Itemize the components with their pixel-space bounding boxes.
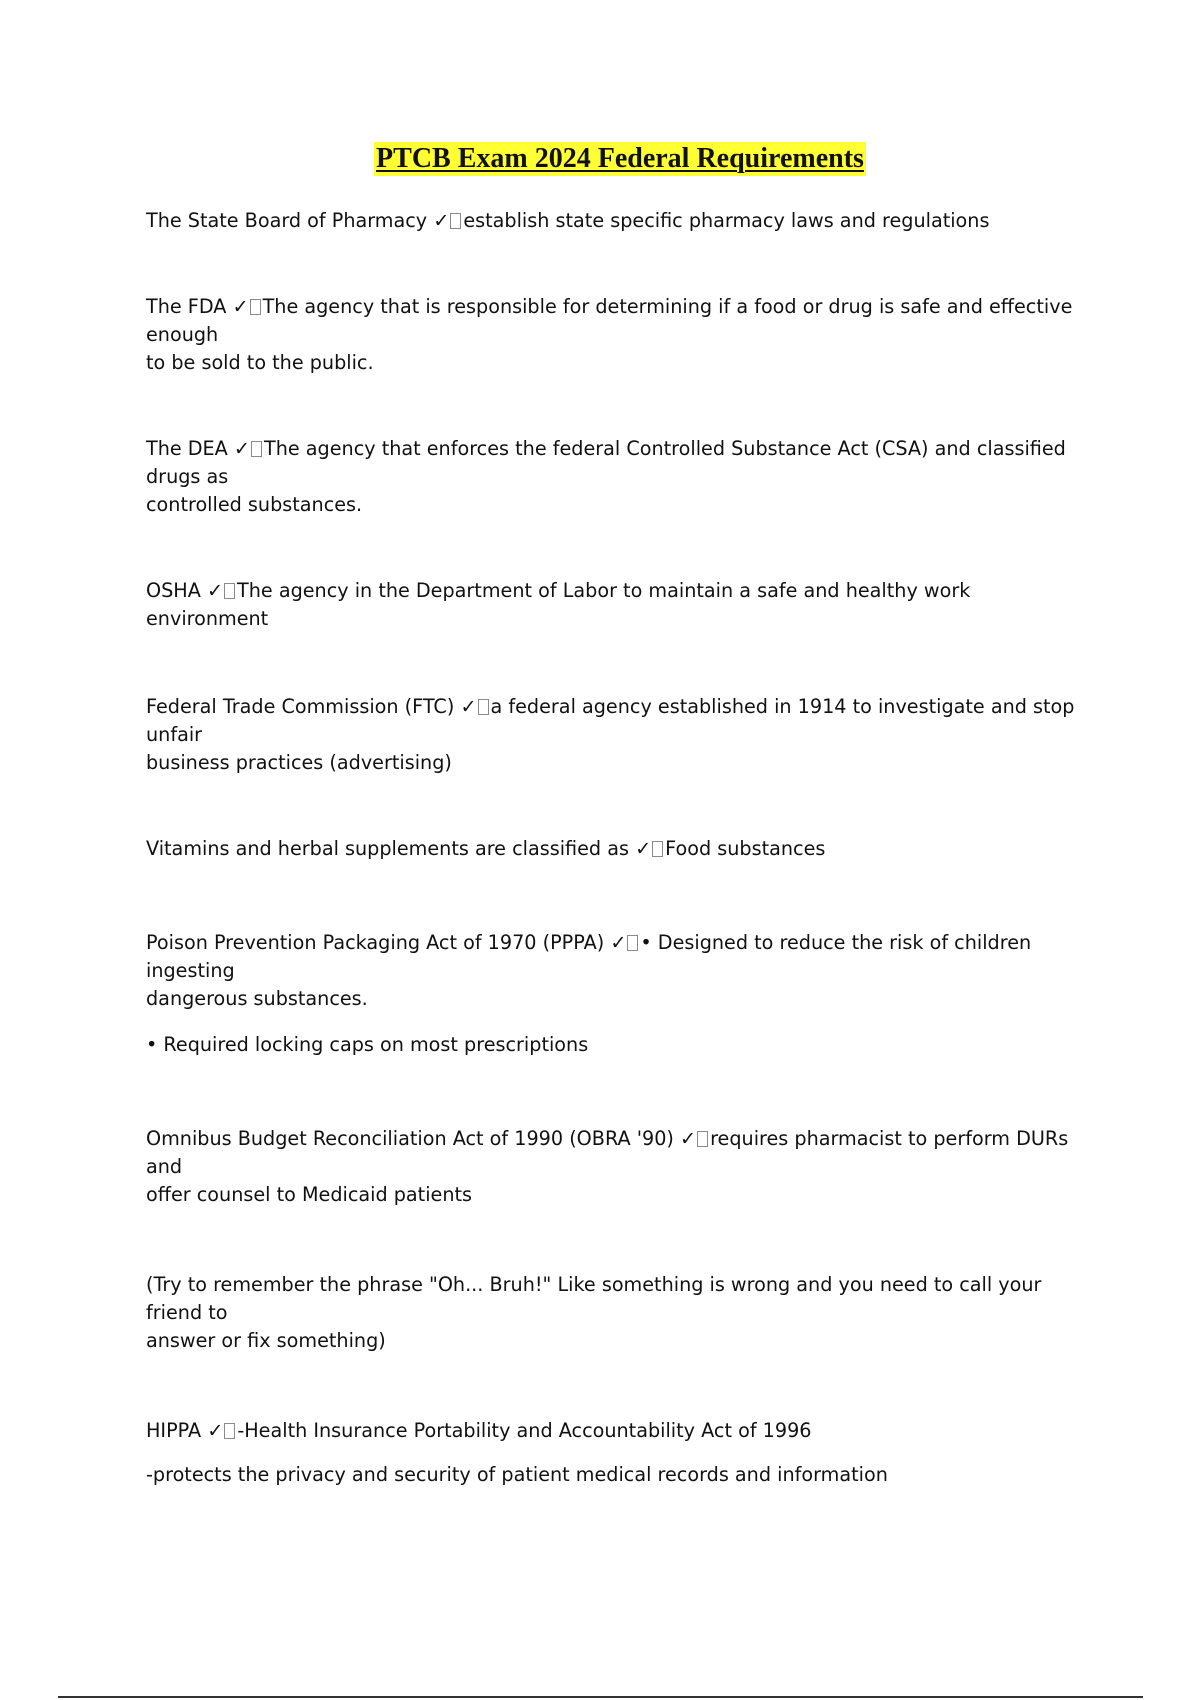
entry-definition-cont: dangerous substances. [146, 987, 368, 1010]
box-glyph-icon [478, 699, 489, 715]
box-glyph-icon [250, 299, 261, 315]
entry-term: OSHA [146, 579, 201, 602]
entry-term: Omnibus Budget Reconciliation Act of 1990 (OBRA '90) [146, 1127, 674, 1150]
entry-definition-cont: business practices (advertising) [146, 751, 452, 774]
entry-hipaa-detail: -protects the privacy and security of patient medical records and information [146, 1463, 888, 1486]
entry-list [146, 207, 1096, 1489]
entry-definition-cont: to be sold to the public. [146, 351, 374, 374]
entry-definition: establish state specific pharmacy laws and regulations [463, 209, 990, 232]
box-glyph-icon [627, 935, 638, 951]
entry-definition: The agency in the Department of Labor to maintain a safe and healthy work environment [146, 579, 971, 630]
entry-term: The DEA [146, 437, 228, 460]
page-bottom-rule [58, 1696, 1143, 1698]
note-line: answer or fix something) [146, 1329, 386, 1352]
checkmark-icon: ✓ [460, 695, 477, 718]
box-glyph-icon [224, 1423, 235, 1439]
checkmark-icon: ✓ [206, 579, 224, 602]
box-glyph-icon [697, 1131, 708, 1147]
entry-vitamins [146, 835, 1096, 863]
entry-term: The FDA [146, 295, 227, 318]
entry-osha [146, 577, 1096, 633]
entry-definition-cont: offer counsel to Medicaid patients [146, 1183, 473, 1206]
entry-term: Federal Trade Commission (FTC) [146, 695, 455, 718]
entry-definition-cont: controlled substances. [146, 493, 363, 516]
checkmark-icon: ✓ [233, 437, 250, 460]
entry-pppa [146, 929, 1096, 1013]
note-line: (Try to remember the phrase "Oh... Bruh!" Like something is wrong and you need to call your friend to [146, 1273, 1042, 1324]
checkmark-icon: ✓ [232, 295, 249, 318]
entry-term: The State Board of Pharmacy [146, 209, 428, 232]
checkmark-icon: ✓ [207, 1419, 224, 1442]
entry-definition: -Health Insurance Portability and Accountability Act of 1996 [237, 1419, 812, 1442]
entry-mnemonic-note [146, 1271, 1096, 1355]
entry-definition: • Designed to reduce the risk of children ingesting [146, 931, 1032, 982]
box-glyph-icon [652, 841, 663, 857]
entry-state-board [146, 207, 1096, 235]
entry-term: Vitamins and herbal supplements are classified as [146, 837, 629, 860]
entry-definition: Food substances [665, 837, 826, 860]
entry-definition: a federal agency established in 1914 to investigate and stop unfair [146, 695, 1075, 746]
entry-obra [146, 1125, 1096, 1209]
entry-ftc [146, 693, 1096, 777]
entry-fda [146, 293, 1096, 377]
box-glyph-icon [224, 583, 235, 599]
box-glyph-icon [450, 213, 461, 229]
checkmark-icon: ✓ [635, 837, 652, 860]
box-glyph-icon [251, 441, 262, 457]
entry-pppa-bullet: • Required locking caps on most prescriptions [146, 1033, 589, 1056]
checkmark-icon: ✓ [433, 209, 450, 232]
entry-definition: The agency that is responsible for determining if a food or drug is safe and effective enough [146, 295, 1073, 346]
title-container [0, 142, 1200, 176]
document-title: PTCB Exam 2024 Federal Requirements [376, 143, 864, 174]
entry-dea [146, 435, 1096, 519]
checkmark-icon: ✓ [610, 931, 627, 954]
entry-definition: requires pharmacist to perform DURs and [146, 1127, 1069, 1178]
checkmark-icon: ✓ [680, 1127, 697, 1150]
entry-definition: The agency that enforces the federal Controlled Substance Act (CSA) and classified drugs as [146, 437, 1066, 488]
entry-term: Poison Prevention Packaging Act of 1970 (PPPA) [146, 931, 605, 954]
entry-term: HIPPA [146, 1419, 202, 1442]
entry-hipaa [146, 1417, 1096, 1445]
